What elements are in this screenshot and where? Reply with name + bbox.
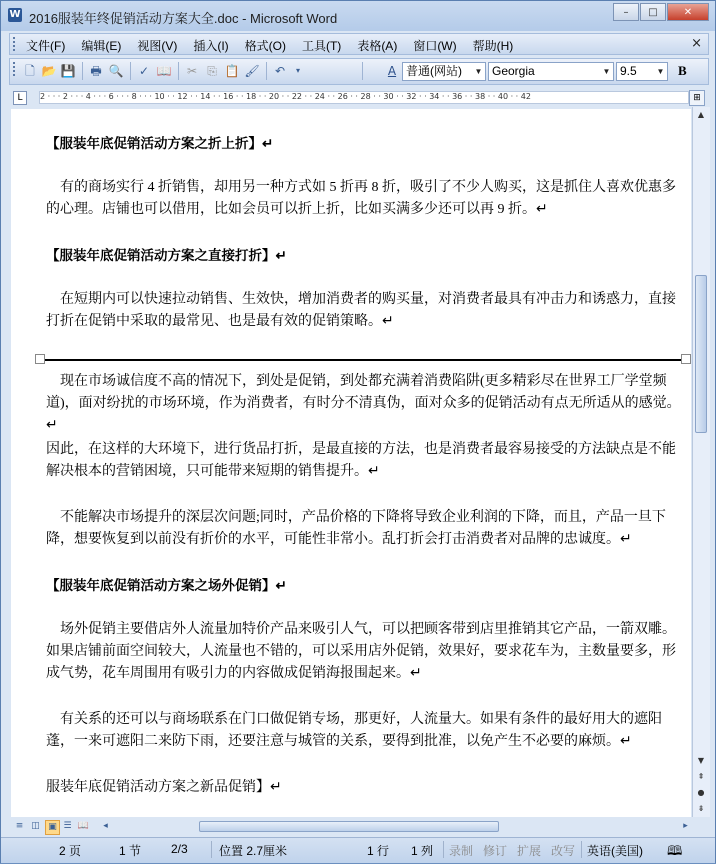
ruler-ticks: 2 · · · 2 · · · 4 · · · 6 · · · 8 · · · 10 · · 12 · · 14 · · 16 · · 18 · · 20 · · 22 · · 24 · · 26 · · 28 · · 30 · · 32 · · 34 · · 36 · · 38 · · 40 · · 42 [40,92,531,101]
horizontal-ruler[interactable] [11,89,707,107]
minimize-button[interactable]: – [613,3,639,21]
menu-help[interactable]: 帮助(H) [472,39,514,53]
heading-chang-wai-cu-xiao: 【服装年底促销活动方案之场外促销】↵ [46,578,287,593]
paragraph-7: 有关系的还可以与商场联系在门口做促销专场，那更好，人流量大。如果有条件的最好用大的遮阳蓬，一来可遮阳二来防下雨，还要注意与城管的关系，要得到批准，以免产生不必要的麻烦。↵ [46,712,662,749]
previous-page-icon[interactable]: ⇞ [697,772,705,781]
menu-format[interactable]: 格式(O) [244,39,286,53]
cut-icon[interactable]: ✂ [186,64,198,78]
close-button[interactable]: ✕ [667,3,709,21]
menu-table[interactable]: 表格(A) [357,39,398,53]
scroll-left-icon[interactable]: ◂ [103,821,108,831]
document-close-button[interactable]: × [691,36,702,51]
status-track-changes[interactable]: 修订 [483,844,508,858]
style-value: 普通(网站) [406,64,462,78]
new-icon[interactable]: 🗋 [25,64,35,78]
format-painter-icon[interactable]: 🖌 [244,64,260,78]
vertical-scrollbar[interactable] [692,107,710,817]
status-page: 2 页 [59,844,82,858]
standard-toolbar [9,58,709,85]
print-view-icon[interactable]: ▣ [45,820,60,835]
menu-bar [9,33,709,55]
research-icon[interactable]: 📖 [156,64,172,78]
heading-zhi-jie-da-zhe: 【服装年底促销活动方案之直接打折】↵ [46,248,287,263]
page-break-marker [681,354,691,364]
tab-selector[interactable]: L [13,91,27,105]
outline-view-icon[interactable]: ☰ [63,821,72,831]
status-position: 位置 2.7厘米 [219,844,288,858]
paragraph-3: 现在市场诚信度不高的情况下，到处是促销，到处都充满着消费陷阱(更多精彩尽在世界工厂学堂频道)，面对纷扰的市场环境，作为消费者，有时分不清真伪，面对众多的促销活动有点无所适从的感觉。↵ [46,374,681,433]
next-page-icon[interactable]: ⇟ [697,804,705,813]
page-break-marker [35,354,45,364]
scroll-thumb[interactable] [695,275,707,433]
paragraph-8: 服装年底促销活动方案之新品促销】↵ [46,780,282,795]
paragraph-5: 不能解决市场提升的深层次问题;同时，产品价格的下降将导致企业利润的下降，而且，产品一旦下降，想要恢复到以前没有折价的水平，可能性非常小。乱打折会打击消费者对品牌的忠诚度。↵ [46,510,666,547]
toolbar-grip[interactable] [13,62,18,76]
menu-file[interactable]: 文件(F) [26,39,66,53]
menu-edit[interactable]: 编辑(E) [81,39,122,53]
web-view-icon[interactable]: ◫ [31,821,40,831]
scroll-right-icon[interactable]: ▸ [683,821,688,831]
styles-icon[interactable]: A [387,64,397,78]
style-combo[interactable] [402,62,486,81]
chevron-down-icon[interactable]: ▼ [602,67,611,76]
status-record[interactable]: 录制 [449,844,474,858]
scroll-down-icon[interactable]: ▼ [697,756,705,765]
heading-zhe-shang-zhe: 【服装年底促销活动方案之折上折】↵ [46,136,274,151]
ruler-toggle-button[interactable]: ⊞ [689,90,705,106]
status-line: 1 行 [367,844,390,858]
status-section: 1 节 [119,844,142,858]
undo-dropdown-icon[interactable]: ▾ [295,66,300,75]
spelling-status-icon[interactable]: 🕮 [667,843,683,858]
font-combo[interactable] [488,62,614,81]
chevron-down-icon[interactable]: ▼ [474,67,483,76]
normal-view-icon[interactable]: ≡ [15,821,24,831]
page-break [35,359,685,361]
window-title: 2016服装年终促销活动方案大全.doc - Microsoft Word [29,11,338,26]
print-preview-icon[interactable]: 🔍 [108,64,124,78]
save-icon[interactable]: 💾 [60,64,76,78]
menu-view[interactable]: 视图(V) [137,39,178,53]
status-extend[interactable]: 扩展 [517,844,542,858]
toolbar-grip[interactable] [13,37,18,51]
word-app-icon: W [9,9,21,20]
status-bar [1,837,715,863]
font-size-combo[interactable] [616,62,668,81]
paragraph-6: 场外促销主要借店外人流量加特价产品来吸引人气，可以把顾客带到店里推销其它产品，一箭双雕。如果店铺前面空间较大，人流量也不错的，可以采用店外促销，效果好，要求花车为，主数量要多，形成气势，花车周围用有吸引力的内容做成促销海报围起来。↵ [46,622,676,681]
paragraph-1: 有的商场实行 4 折销售，却用另一种方式如 5 折再 8 折，吸引了不少人购买，这是抓住人喜欢优惠多的心理。店铺也可以借用，比如会员可以折上折，比如买满多少还可以再 9 折。↵ [46,180,676,217]
title-bar [1,1,715,31]
scroll-up-icon[interactable]: ▲ [697,110,705,119]
paragraph-4: 因此，在这样的大环境下，进行货品打折，是最直接的方法，也是消费者最容易接受的方法缺点是不能解决根本的营销困境，只可能带来短期的销售提升。↵ [46,442,676,479]
undo-icon[interactable]: ↶ [274,64,286,78]
copy-icon[interactable]: ⎘ [207,64,217,78]
bold-button[interactable]: B [678,63,687,78]
paste-icon[interactable]: 📋 [224,64,240,78]
status-language[interactable]: 英语(美国) [587,844,643,858]
print-icon[interactable]: 🖶 [90,64,102,78]
paragraph-2: 在短期内可以快速拉动销售、生效快，增加消费者的购买量，对消费者最具有冲击力和诱惑力，直接打折在促销中采取的最常见、也是最有效的促销策略。↵ [46,292,676,329]
status-page-of: 2/3 [171,842,188,856]
status-overtype[interactable]: 改写 [551,844,576,858]
spelling-icon[interactable]: ✓ [138,64,150,78]
menu-window[interactable]: 窗口(W) [413,39,457,53]
chevron-down-icon[interactable]: ▼ [656,67,665,76]
browse-object-icon[interactable]: ● [697,788,705,797]
document-page[interactable] [11,109,691,817]
font-value: Georgia [492,64,535,78]
menu-insert[interactable]: 插入(I) [193,39,229,53]
maximize-button[interactable]: □ [640,3,666,21]
horizontal-scroll-thumb[interactable] [199,821,499,832]
menu-tools[interactable]: 工具(T) [301,39,342,53]
status-column: 1 列 [411,844,434,858]
horizontal-scrollbar[interactable] [11,819,707,835]
open-icon[interactable]: 📂 [41,64,57,78]
reading-view-icon[interactable]: 📖 [77,821,90,831]
font-size-value: 9.5 [620,64,637,78]
